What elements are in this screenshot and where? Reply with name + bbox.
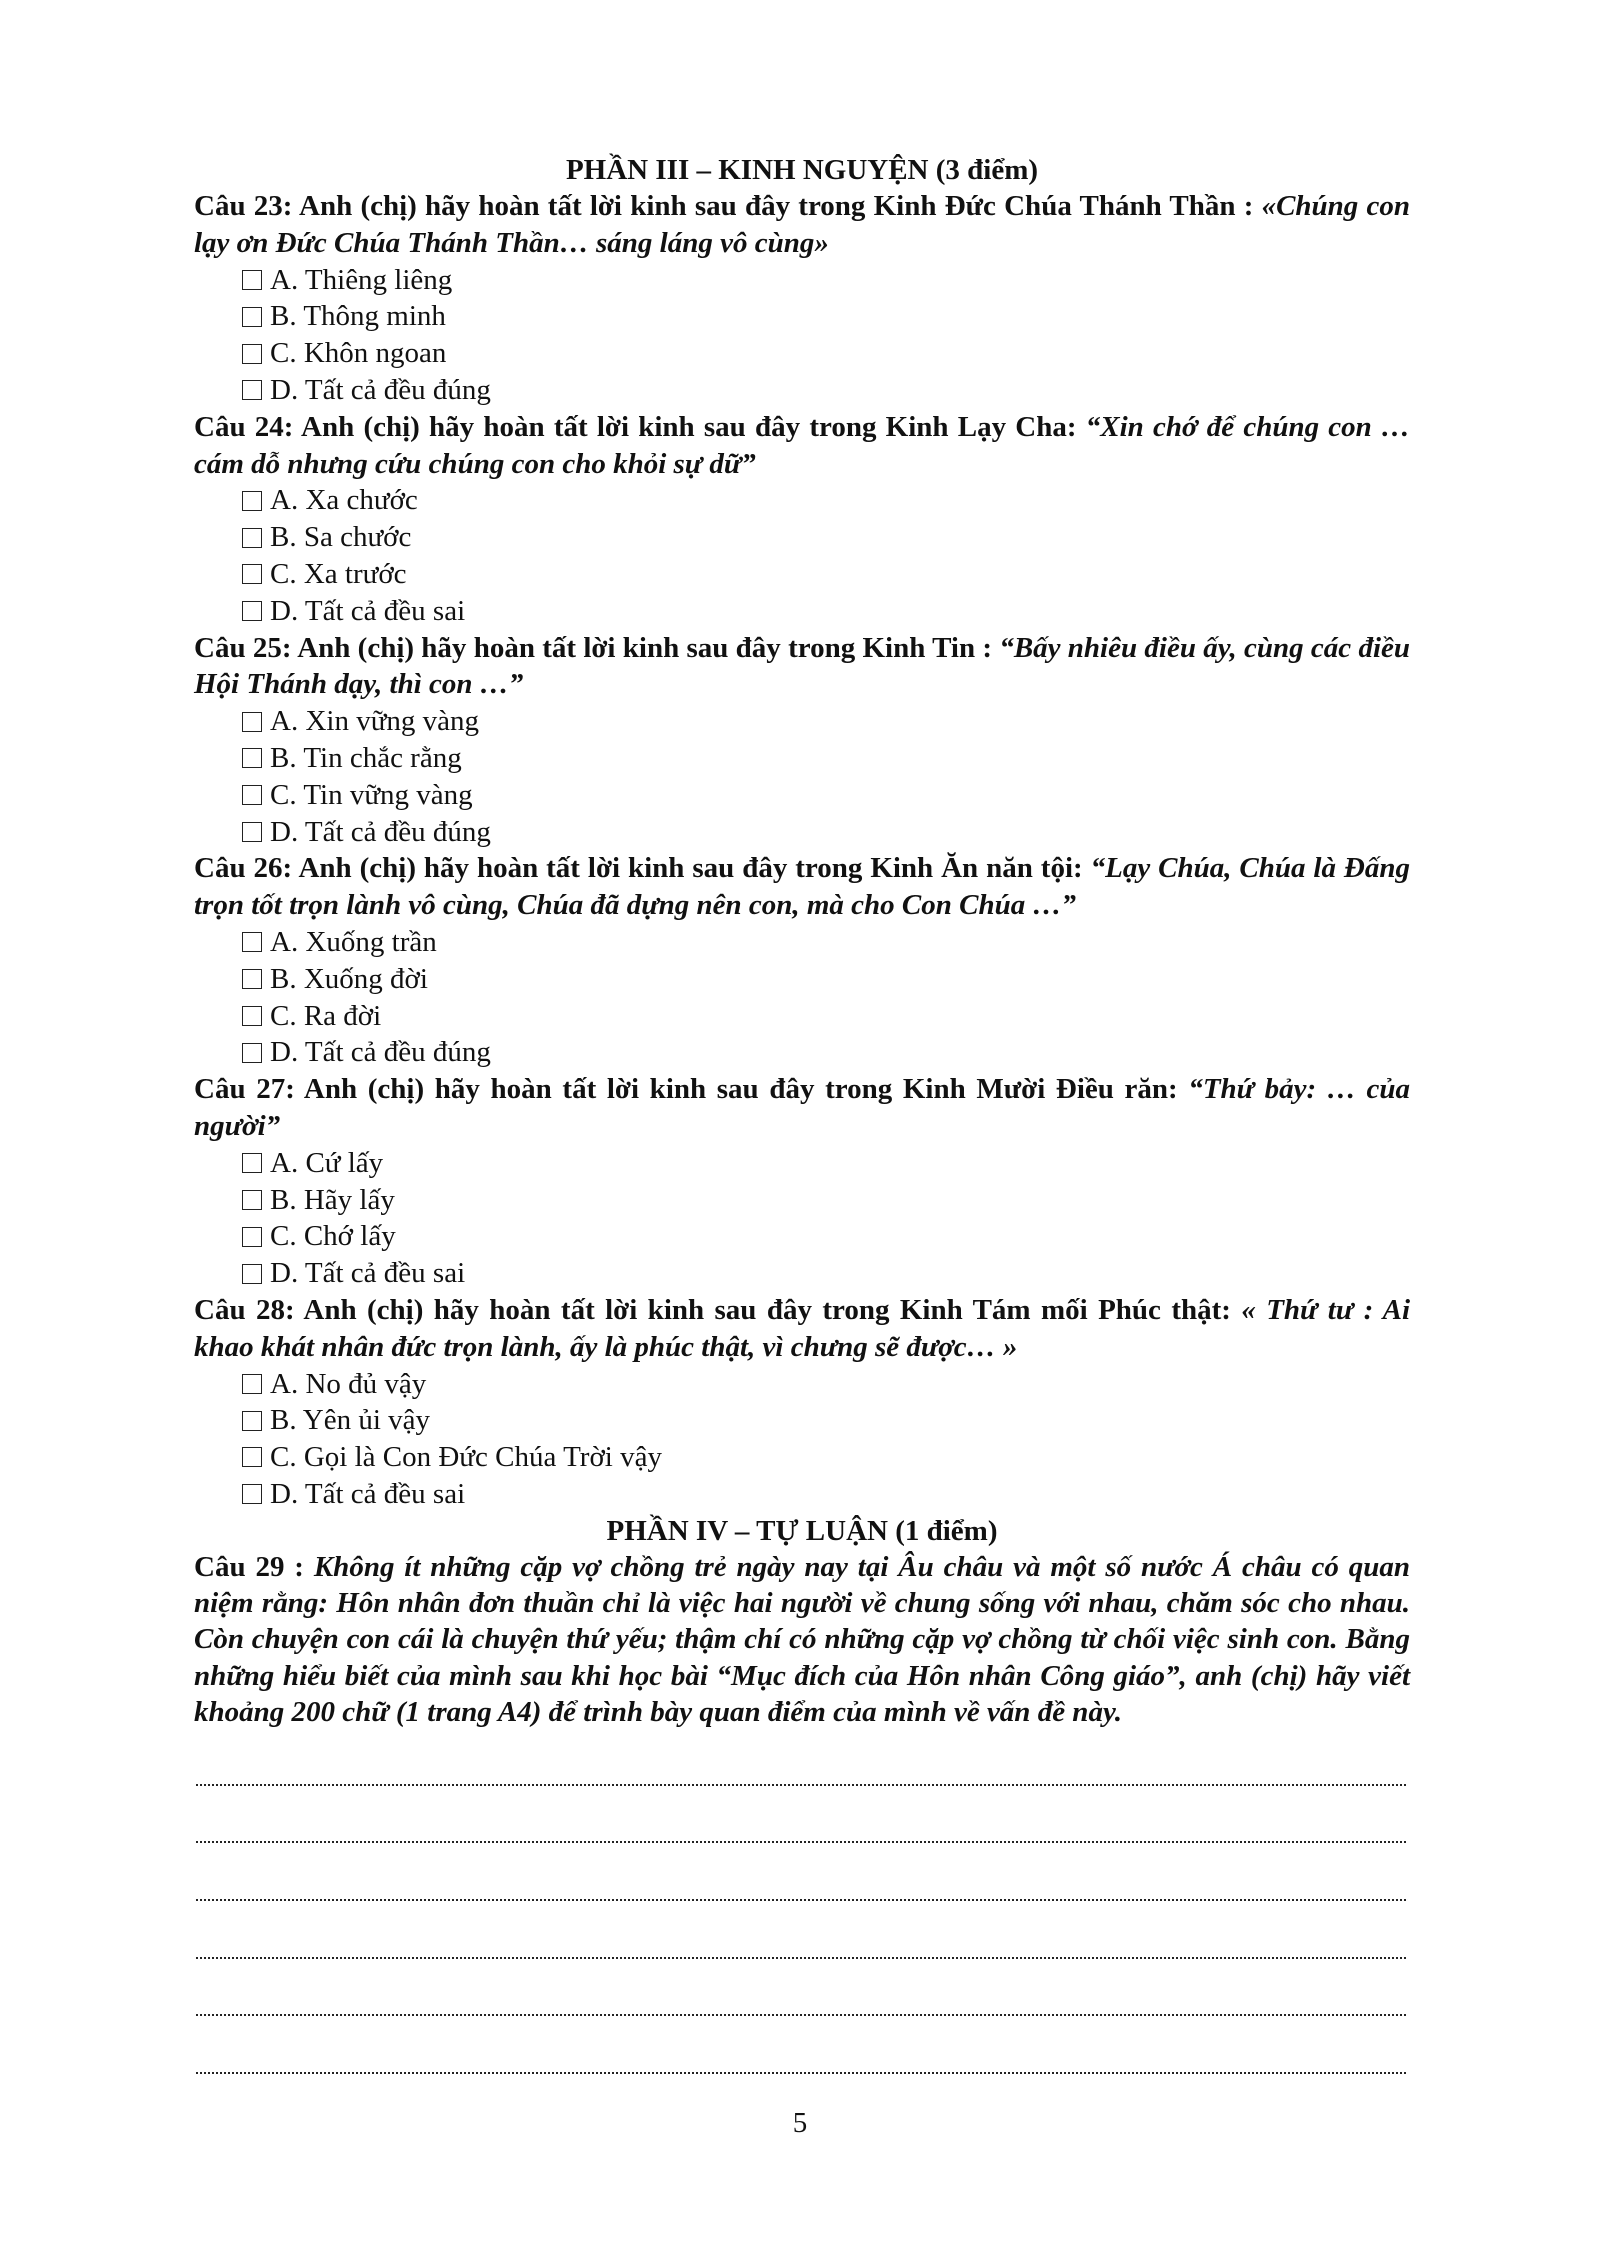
option-label: C. Khôn ngoan [270,337,447,370]
checkbox-icon[interactable] [242,1411,262,1431]
option-c[interactable] [194,1439,1410,1476]
section-4-title: PHẦN IV – TỰ LUẬN (1 điểm) [606,1514,998,1547]
checkbox-icon[interactable] [242,1374,262,1394]
option-list [194,262,1410,409]
option-label: B. Thông minh [270,300,446,333]
question-quote: “Lạy Chúa, Chúa là Đấng trọn tốt trọn lành vô cùng, Chúa đã dựng nên con, mà cho Con Chúa …” [194,852,1410,922]
option-d[interactable] [194,1476,1410,1513]
question-text: Anh (chị) hãy hoàn tất lời kinh sau đây trong Kinh Tin : [291,631,1000,664]
option-label: A. Xin vững vàng [270,705,480,738]
option-c[interactable] [194,777,1410,814]
question-text: Anh (chị) hãy hoàn tất lời kinh sau đây trong Kinh Lạy Cha: [293,410,1086,443]
option-list [194,482,1410,629]
question-label: Câu 28: [194,1293,295,1326]
option-label: C. Ra đời [270,999,382,1032]
option-b[interactable] [194,298,1410,335]
option-c[interactable] [194,335,1410,372]
question-label: Câu 23: [194,190,293,222]
question-25 [194,630,1410,851]
checkbox-icon[interactable] [242,380,262,400]
checkbox-icon[interactable] [242,932,262,952]
option-label: D. Tất cả đều sai [270,1477,466,1510]
option-label: C. Tin vững vàng [270,778,473,811]
option-label: A. Cứ lấy [270,1146,384,1179]
option-b[interactable] [194,1182,1410,1219]
option-a[interactable] [194,1366,1410,1403]
checkbox-icon[interactable] [242,528,262,548]
question-prompt [194,630,1410,704]
question-prompt [194,409,1410,483]
option-list [194,924,1410,1071]
checkbox-icon[interactable] [242,491,262,511]
essay-prompt: Không ít những cặp vợ chồng trẻ ngày nay tại Âu châu và một số nước Á châu có quan niệm rằng: Hôn nhân đơn thuần chỉ là việc hai người về chung sống với nhau, chăm sóc cho nhau. Còn chuyện con cái là chuyện thứ yếu; thậm chí có những cặp vợ chồng từ chối việc sinh con. Bằng những hiểu biết của mình sau khi học bài “Mục đích của Hôn nhân Công giáo”, anh (chị) hãy viết khoảng 200 chữ (1 trang A4) để trình bày quan điểm của mình về vấn đề này. [194,1550,1410,1728]
option-label: D. Tất cả đều sai [270,594,466,627]
checkbox-icon[interactable] [242,601,262,621]
option-list [194,1145,1410,1292]
question-27 [194,1071,1410,1292]
option-label: A. Thiêng liêng [270,263,453,296]
option-d[interactable] [194,1255,1410,1292]
answer-line[interactable] [194,1919,1410,1977]
option-label: C. Gọi là Con Đức Chúa Trời vậy [270,1441,662,1474]
question-text: Anh (chị) hãy hoàn tất lời kinh sau đây trong Kinh Ăn năn tội: [292,852,1091,885]
option-c[interactable] [194,998,1410,1035]
checkbox-icon[interactable] [242,822,262,842]
question-prompt [194,188,1410,262]
answer-line[interactable] [194,2034,1410,2092]
question-label: Câu 24: [194,410,294,443]
checkbox-icon[interactable] [242,1006,262,1026]
option-label: B. Sa chước [270,521,412,554]
question-label: Câu 26: [194,852,293,885]
checkbox-icon[interactable] [242,344,262,364]
checkbox-icon[interactable] [242,1484,262,1504]
option-b[interactable] [194,519,1410,556]
checkbox-icon[interactable] [242,785,262,805]
checkbox-icon[interactable] [242,1447,262,1467]
checkbox-icon[interactable] [242,969,262,989]
option-a[interactable] [194,262,1410,299]
option-label: D. Tất cả đều đúng [270,1036,491,1069]
question-quote: “Bấy nhiêu điều ấy, cùng các điều Hội Thánh dạy, thì con …” [194,631,1411,701]
option-c[interactable] [194,556,1410,593]
checkbox-icon[interactable] [242,1190,262,1210]
question-23 [194,188,1410,409]
question-26 [194,850,1410,1071]
question-quote: “Xin chớ để chúng con … cám dỗ nhưng cứu chúng con cho khỏi sự dữ” [194,410,1411,480]
question-quote: «Chúng con lạy ơn Đức Chúa Thánh Thần… sáng láng vô cùng» [194,190,1411,259]
essay-question-29 [194,1549,1410,1730]
option-d[interactable] [194,372,1410,409]
answer-line[interactable] [194,1746,1410,1804]
question-list [194,188,1410,1513]
question-text: Anh (chị) hãy hoàn tất lời kinh sau đây trong Kinh Mười Điều răn: [294,1073,1189,1106]
option-a[interactable] [194,703,1410,740]
option-a[interactable] [194,924,1410,961]
option-b[interactable] [194,1402,1410,1439]
option-label: D. Tất cả đều sai [270,1257,466,1290]
option-d[interactable] [194,593,1410,630]
option-label: A. Xuống trần [270,925,437,958]
option-label: D. Tất cả đều đúng [270,373,491,406]
answer-line[interactable] [194,1977,1410,2035]
option-label: B. Xuống đời [270,962,428,995]
option-label: C. Xa trước [270,557,407,590]
option-label: D. Tất cả đều đúng [270,815,491,848]
checkbox-icon[interactable] [242,1227,262,1247]
option-label: B. Hãy lấy [270,1183,395,1216]
option-label: A. No đủ vậy [270,1367,427,1400]
question-24 [194,409,1410,630]
page-number: 5 [792,2107,808,2139]
option-a[interactable] [194,482,1410,519]
checkbox-icon[interactable] [242,564,262,584]
question-prompt [194,1292,1410,1366]
answer-area[interactable] [194,1746,1410,2092]
option-c[interactable] [194,1218,1410,1255]
option-label: B. Yên ủi vậy [270,1404,431,1437]
question-label: Câu 25: [194,631,292,664]
checkbox-icon[interactable] [242,1264,262,1284]
checkbox-icon[interactable] [242,1153,262,1173]
question-prompt [194,1071,1410,1145]
option-label: A. Xa chước [270,484,418,517]
question-text: Anh (chị) hãy hoàn tất lời kinh sau đây trong Kinh Tám mối Phúc thật: [294,1293,1242,1326]
question-28 [194,1292,1410,1513]
option-list [194,1366,1410,1513]
document-page [194,152,1410,2092]
checkbox-icon[interactable] [242,748,262,768]
option-d[interactable] [194,814,1410,851]
option-list [194,703,1410,850]
checkbox-icon[interactable] [242,712,262,732]
option-b[interactable] [194,961,1410,998]
checkbox-icon[interactable] [242,307,262,327]
option-d[interactable] [194,1034,1410,1071]
question-label: Câu 29 : [194,1550,314,1583]
answer-line[interactable] [194,1861,1410,1919]
checkbox-icon[interactable] [242,270,262,290]
question-text: Anh (chị) hãy hoàn tất lời kinh sau đây trong Kinh Đức Chúa Thánh Thần : [292,190,1262,222]
checkbox-icon[interactable] [242,1043,262,1063]
question-prompt [194,850,1410,924]
section-3-title: PHẦN III – KINH NGUYỆN (3 điểm) [565,154,1039,186]
option-label: C. Chớ lấy [270,1220,396,1253]
option-b[interactable] [194,740,1410,777]
question-quote: « Thứ tư : Ai khao khát nhân đức trọn lành, ấy là phúc thật, vì chưng sẽ được… » [194,1293,1410,1363]
question-quote: “Thứ bảy: … của người” [194,1073,1410,1142]
option-label: B. Tin chắc rằng [270,741,462,774]
question-label: Câu 27: [194,1073,295,1106]
option-a[interactable] [194,1145,1410,1182]
answer-line[interactable] [194,1804,1410,1862]
